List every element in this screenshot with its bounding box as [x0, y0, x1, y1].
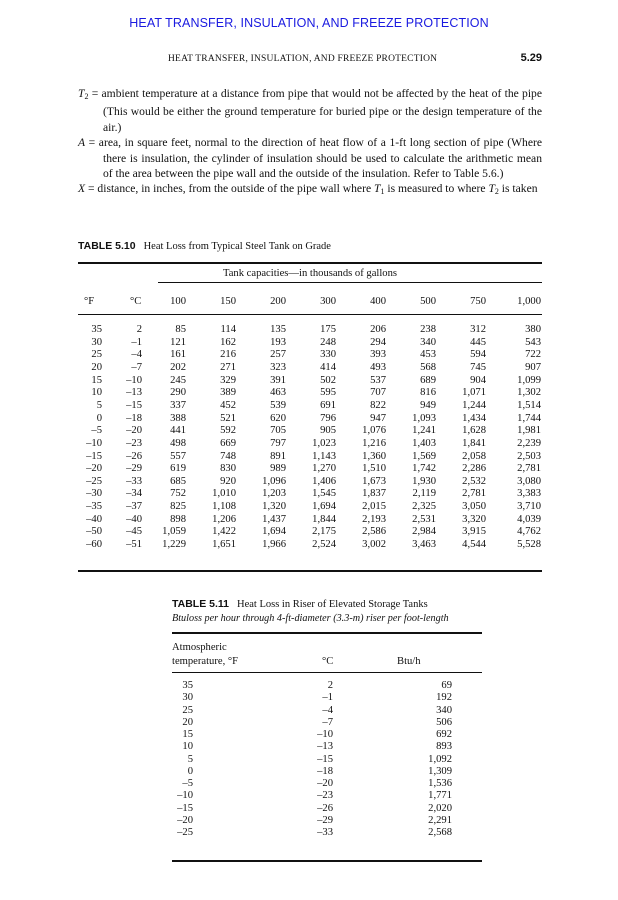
- table-5-10-title: Heat Loss from Typical Steel Tank on Grade: [143, 241, 331, 252]
- table-cell: 1,569: [412, 450, 436, 462]
- table-cell: 0: [187, 765, 193, 777]
- table-cell: 2,239: [517, 437, 541, 449]
- table-cell: 271: [220, 361, 236, 373]
- table-5-10-header-cell: °C: [130, 296, 142, 307]
- table-row: [78, 463, 542, 476]
- table-cell: –18: [126, 412, 142, 424]
- table-5-10: [78, 266, 542, 576]
- table-cell: 5,528: [517, 539, 541, 551]
- table-cell: –33: [126, 475, 142, 487]
- table-5-10-header-row: [78, 296, 542, 309]
- table-cell: 329: [220, 374, 236, 386]
- table-cell: 1,406: [312, 475, 336, 487]
- table-cell: –10: [317, 729, 333, 740]
- table-5-11-header-c: °C: [322, 656, 334, 667]
- table-cell: 389: [220, 387, 236, 399]
- table-cell: 290: [170, 387, 186, 399]
- table-cell: 25: [91, 349, 102, 361]
- table-row: [172, 815, 482, 827]
- table-cell: 2: [327, 680, 333, 691]
- table-cell: 3,080: [517, 475, 541, 487]
- table-cell: –40: [126, 513, 142, 525]
- table-cell: 2,291: [428, 814, 452, 826]
- table-row: [78, 526, 542, 539]
- table-cell: 1,844: [312, 513, 336, 525]
- table-cell: 4,039: [517, 513, 541, 525]
- table-cell: 1,628: [462, 425, 486, 437]
- table-cell: 557: [170, 450, 186, 462]
- table-cell: 669: [220, 437, 236, 449]
- table-row: [78, 514, 542, 527]
- table-5-11-header-line2: temperature, °F: [172, 656, 239, 667]
- table-cell: 502: [320, 374, 336, 386]
- table-cell: –34: [126, 488, 142, 500]
- table-row: [172, 705, 482, 717]
- table-row: [78, 425, 542, 438]
- table-5-10-span-header: Tank capacities—in thousands of gallons: [222, 268, 397, 279]
- table-cell: 216: [220, 349, 236, 361]
- table-row: [78, 413, 542, 426]
- table-cell: 5: [96, 399, 102, 411]
- table-cell: –37: [126, 501, 142, 513]
- table-5-11-top-rule: [172, 632, 482, 634]
- table-cell: –26: [126, 450, 142, 462]
- table-row: [172, 717, 482, 729]
- table-cell: 1,203: [262, 488, 286, 500]
- table-cell: 380: [525, 324, 541, 335]
- table-cell: 620: [270, 412, 286, 424]
- table-cell: 2,193: [362, 513, 386, 525]
- table-cell: 592: [220, 425, 236, 437]
- table-5-10-header-cell: 400: [370, 296, 386, 307]
- table-cell: –15: [126, 399, 142, 411]
- table-cell: 1,841: [462, 437, 486, 449]
- table-cell: 2,568: [428, 827, 452, 838]
- table-cell: 2,586: [362, 526, 386, 538]
- table-5-10-top-rule: [78, 262, 542, 264]
- table-cell: 30: [182, 692, 193, 704]
- table-cell: 10: [91, 387, 102, 399]
- table-cell: –4: [131, 349, 142, 361]
- table-cell: 1,302: [517, 387, 541, 399]
- table-5-10-header-cell: 1,000: [517, 296, 541, 307]
- table-row: [78, 451, 542, 464]
- table-cell: 949: [420, 399, 436, 411]
- table-cell: 391: [270, 374, 286, 386]
- table-cell: –10: [86, 437, 102, 449]
- table-cell: 452: [220, 399, 236, 411]
- table-cell: 257: [270, 349, 286, 361]
- table-cell: 3,463: [412, 539, 436, 551]
- table-cell: 4,544: [462, 539, 486, 551]
- table-row: [78, 438, 542, 451]
- table-cell: 905: [320, 425, 336, 437]
- table-row: [78, 349, 542, 362]
- table-cell: 797: [270, 437, 286, 449]
- definition-x: X = distance, in inches, from the outside of the pipe wall where $T_1$ is measured to where $T_2$ is taken: [78, 182, 538, 197]
- table-cell: 30: [91, 336, 102, 348]
- table-5-10-header-cell: 100: [170, 296, 186, 307]
- table-cell: –45: [126, 526, 142, 538]
- table-cell: 2,015: [362, 501, 386, 513]
- table-cell: 4,762: [517, 526, 541, 538]
- table-cell: 1,059: [162, 526, 186, 538]
- table-cell: 340: [436, 704, 452, 716]
- table-cell: –1: [322, 692, 333, 704]
- table-cell: 947: [370, 412, 386, 424]
- table-cell: 3,320: [462, 513, 486, 525]
- table-cell: 705: [270, 425, 286, 437]
- table-row: [172, 790, 482, 802]
- table-row: [78, 375, 542, 388]
- table-cell: 1,108: [212, 501, 236, 513]
- table-5-11-title: Heat Loss in Riser of Elevated Storage Tanks: [237, 599, 428, 610]
- table-cell: –35: [86, 501, 102, 513]
- table-cell: 2: [136, 324, 142, 335]
- table-cell: 898: [170, 513, 186, 525]
- table-cell: 2,531: [412, 513, 436, 525]
- table-cell: 691: [320, 399, 336, 411]
- table-cell: –25: [177, 827, 193, 838]
- table-cell: 1,206: [212, 513, 236, 525]
- table-5-10-header-cell: 500: [420, 296, 436, 307]
- table-cell: 619: [170, 463, 186, 475]
- table-cell: –5: [182, 778, 193, 789]
- table-cell: 2,503: [517, 450, 541, 462]
- table-cell: 3,710: [517, 501, 541, 513]
- table-cell: 1,229: [162, 539, 186, 551]
- running-head: HEAT TRANSFER, INSULATION, AND FREEZE PROTECTION: [168, 54, 438, 64]
- table-cell: 1,981: [517, 425, 541, 437]
- table-cell: –30: [86, 488, 102, 500]
- table-cell: 85: [175, 324, 186, 335]
- table-cell: 2,286: [462, 463, 486, 475]
- table-cell: 537: [370, 374, 386, 386]
- table-cell: 25: [182, 704, 193, 716]
- table-cell: 1,536: [428, 778, 452, 789]
- table-cell: 692: [436, 729, 452, 740]
- page-number: 5.29: [520, 52, 542, 64]
- table-cell: 414: [320, 361, 336, 373]
- table-cell: 1,071: [462, 387, 486, 399]
- definitions: [78, 86, 542, 200]
- table-cell: 2,020: [428, 802, 452, 814]
- table-5-11-header-btu: Btu/h: [397, 656, 421, 667]
- table-cell: 595: [320, 387, 336, 399]
- table-cell: 722: [525, 349, 541, 361]
- table-cell: –10: [126, 374, 142, 386]
- table-cell: 463: [270, 387, 286, 399]
- table-cell: –29: [126, 463, 142, 475]
- table-cell: –20: [86, 463, 102, 475]
- table-cell: 685: [170, 475, 186, 487]
- table-cell: 15: [182, 729, 193, 740]
- definition-a: A = area, in square feet, normal to the direction of heat flow of a 1-ft long section of pipe (Where there is insulation, the cylinder of insulation should be used to calculate the arithmetic mean of the area between the pipe wall and the outside of the insulation. Refer to Table 5.6.): [78, 136, 542, 181]
- table-row: [172, 741, 482, 753]
- table-cell: 748: [220, 450, 236, 462]
- table-cell: 989: [270, 463, 286, 475]
- table-row: [172, 827, 482, 839]
- definition-t2: $T_2$ = ambient temperature at a distance from pipe that would not be affected by the heat of the pipe (This would be either the ground temperature for buried pipe or the design temperature of the air.): [78, 87, 542, 134]
- table-cell: 1,270: [312, 463, 336, 475]
- table-cell: 1,837: [362, 488, 386, 500]
- table-row: [78, 387, 542, 400]
- table-cell: 202: [170, 361, 186, 373]
- table-cell: 707: [370, 387, 386, 399]
- table-cell: 1,403: [412, 437, 436, 449]
- table-cell: 1,434: [462, 412, 486, 424]
- table-cell: 5: [187, 753, 193, 765]
- table-cell: –23: [317, 790, 333, 802]
- table-cell: 10: [182, 741, 193, 753]
- table-cell: –15: [317, 753, 333, 765]
- table-5-10-header-cell: °F: [84, 296, 95, 307]
- table-cell: 1,694: [262, 526, 286, 538]
- table-cell: 1,771: [428, 790, 452, 802]
- table-cell: 1,694: [312, 501, 336, 513]
- table-cell: 2,781: [462, 488, 486, 500]
- table-5-10-span-rule: [158, 282, 542, 283]
- table-5-11-caption: [172, 598, 428, 610]
- table-cell: 1,244: [462, 399, 486, 411]
- table-cell: 161: [170, 349, 186, 361]
- table-cell: –26: [317, 802, 333, 814]
- table-row: [78, 400, 542, 413]
- table-cell: 337: [170, 399, 186, 411]
- table-cell: 1,143: [312, 450, 336, 462]
- table-cell: 340: [420, 336, 436, 348]
- table-cell: 445: [470, 336, 486, 348]
- table-5-10-header-cell: 150: [220, 296, 236, 307]
- table-cell: 15: [91, 374, 102, 386]
- table-5-10-header-cell: 300: [320, 296, 336, 307]
- table-row: [78, 476, 542, 489]
- table-cell: 1,966: [262, 539, 286, 551]
- table-cell: 388: [170, 412, 186, 424]
- table-cell: 568: [420, 361, 436, 373]
- table-cell: –13: [126, 387, 142, 399]
- table-row: [172, 754, 482, 766]
- table-cell: 441: [170, 425, 186, 437]
- table-cell: 2,058: [462, 450, 486, 462]
- table-cell: 3,383: [517, 488, 541, 500]
- table-cell: –15: [86, 450, 102, 462]
- table-cell: 1,309: [428, 765, 452, 777]
- table-cell: 689: [420, 374, 436, 386]
- table-cell: 825: [170, 501, 186, 513]
- table-cell: 248: [320, 336, 336, 348]
- table-row: [78, 324, 542, 337]
- table-cell: 2,325: [412, 501, 436, 513]
- table-cell: –18: [317, 765, 333, 777]
- table-cell: 1,093: [412, 412, 436, 424]
- table-cell: 162: [220, 336, 236, 348]
- table-5-11: [172, 636, 482, 860]
- table-cell: 920: [220, 475, 236, 487]
- table-cell: 2,524: [312, 539, 336, 551]
- table-5-10-header-rule: [78, 314, 542, 315]
- table-cell: 114: [220, 324, 236, 335]
- table-cell: 238: [420, 324, 436, 335]
- table-cell: 539: [270, 399, 286, 411]
- table-5-10-bottom-rule: [78, 570, 542, 572]
- table-cell: 904: [470, 374, 486, 386]
- table-cell: 35: [91, 324, 102, 335]
- table-cell: 245: [170, 374, 186, 386]
- table-cell: 121: [170, 336, 186, 348]
- table-cell: 2,175: [312, 526, 336, 538]
- table-cell: 192: [436, 692, 452, 704]
- table-cell: –10: [177, 790, 193, 802]
- table-cell: 2,984: [412, 526, 436, 538]
- table-cell: –51: [126, 539, 142, 551]
- table-cell: –29: [317, 814, 333, 826]
- table-cell: –25: [86, 475, 102, 487]
- table-cell: –33: [317, 827, 333, 838]
- table-cell: 2,119: [412, 488, 436, 500]
- table-cell: 1,320: [262, 501, 286, 513]
- table-cell: 0: [96, 412, 102, 424]
- table-5-11-label: TABLE 5.11: [172, 598, 229, 610]
- table-cell: 1,930: [412, 475, 436, 487]
- table-cell: –23: [126, 437, 142, 449]
- table-cell: 1,360: [362, 450, 386, 462]
- table-cell: 1,099: [517, 374, 541, 386]
- table-cell: 323: [270, 361, 286, 373]
- table-cell: 1,023: [312, 437, 336, 449]
- table-cell: 2,532: [462, 475, 486, 487]
- table-cell: 1,744: [517, 412, 541, 424]
- table-cell: 1,076: [362, 425, 386, 437]
- table-cell: 830: [220, 463, 236, 475]
- table-cell: 1,092: [428, 753, 452, 765]
- table-cell: 1,096: [262, 475, 286, 487]
- table-cell: 1,673: [362, 475, 386, 487]
- table-cell: 498: [170, 437, 186, 449]
- table-row: [78, 337, 542, 350]
- table-row: [172, 729, 482, 741]
- table-cell: 822: [370, 399, 386, 411]
- table-cell: –4: [322, 704, 333, 716]
- table-cell: 543: [525, 336, 541, 348]
- table-cell: 1,510: [362, 463, 386, 475]
- table-cell: 796: [320, 412, 336, 424]
- table-row: [78, 362, 542, 375]
- table-cell: 20: [91, 361, 102, 373]
- table-5-11-subtitle: Btuloss per hour through 4-ft-diameter (3.3-m) riser per foot-length: [172, 613, 449, 624]
- table-cell: 3,050: [462, 501, 486, 513]
- table-cell: 206: [370, 324, 386, 335]
- table-cell: 816: [420, 387, 436, 399]
- table-cell: 453: [420, 349, 436, 361]
- table-row: [78, 488, 542, 501]
- table-cell: –7: [131, 361, 142, 373]
- table-cell: 2,781: [517, 463, 541, 475]
- table-cell: 35: [182, 680, 193, 691]
- table-cell: 69: [441, 680, 452, 691]
- table-cell: –1: [131, 336, 142, 348]
- table-cell: 1,651: [212, 539, 236, 551]
- table-cell: 893: [436, 741, 452, 753]
- table-row: [172, 680, 482, 692]
- table-cell: 3,915: [462, 526, 486, 538]
- table-5-11-header-line1: Atmospheric: [172, 642, 227, 653]
- table-cell: 1,545: [312, 488, 336, 500]
- table-cell: –20: [177, 814, 193, 826]
- table-cell: 1,514: [517, 399, 541, 411]
- table-cell: 1,241: [412, 425, 436, 437]
- table-cell: 1,437: [262, 513, 286, 525]
- table-5-10-label: TABLE 5.10: [78, 240, 136, 252]
- table-cell: 393: [370, 349, 386, 361]
- table-5-11-header-rule: [172, 672, 482, 673]
- table-cell: 745: [470, 361, 486, 373]
- table-row: [172, 803, 482, 815]
- table-cell: –7: [322, 716, 333, 728]
- table-cell: –13: [317, 741, 333, 753]
- table-cell: 193: [270, 336, 286, 348]
- table-cell: –50: [86, 526, 102, 538]
- table-cell: 1,010: [212, 488, 236, 500]
- table-cell: 1,422: [212, 526, 236, 538]
- table-cell: 594: [470, 349, 486, 361]
- table-cell: 294: [370, 336, 386, 348]
- table-5-10-header-cell: 200: [270, 296, 286, 307]
- table-5-10-header-cell: 750: [470, 296, 486, 307]
- table-cell: 20: [182, 716, 193, 728]
- table-row: [78, 501, 542, 514]
- table-row: [172, 778, 482, 790]
- table-cell: –40: [86, 513, 102, 525]
- table-cell: 752: [170, 488, 186, 500]
- table-5-10-caption: [78, 240, 331, 252]
- table-cell: 135: [270, 324, 286, 335]
- table-cell: 891: [270, 450, 286, 462]
- table-cell: 1,216: [362, 437, 386, 449]
- table-cell: 175: [320, 324, 336, 335]
- table-row: [78, 539, 542, 552]
- table-cell: –5: [91, 425, 102, 437]
- table-row: [172, 766, 482, 778]
- table-cell: –15: [177, 802, 193, 814]
- table-row: [172, 692, 482, 704]
- table-cell: 493: [370, 361, 386, 373]
- table-cell: 521: [220, 412, 236, 424]
- table-cell: 312: [470, 324, 486, 335]
- table-cell: 506: [436, 716, 452, 728]
- table-5-11-bottom-rule: [172, 860, 482, 862]
- table-cell: –20: [317, 778, 333, 789]
- table-cell: –60: [86, 539, 102, 551]
- banner-title: HEAT TRANSFER, INSULATION, AND FREEZE PROTECTION: [129, 16, 489, 30]
- table-cell: 3,002: [362, 539, 386, 551]
- table-cell: 907: [525, 361, 541, 373]
- table-cell: –20: [126, 425, 142, 437]
- table-cell: 1,742: [412, 463, 436, 475]
- table-cell: 330: [320, 349, 336, 361]
